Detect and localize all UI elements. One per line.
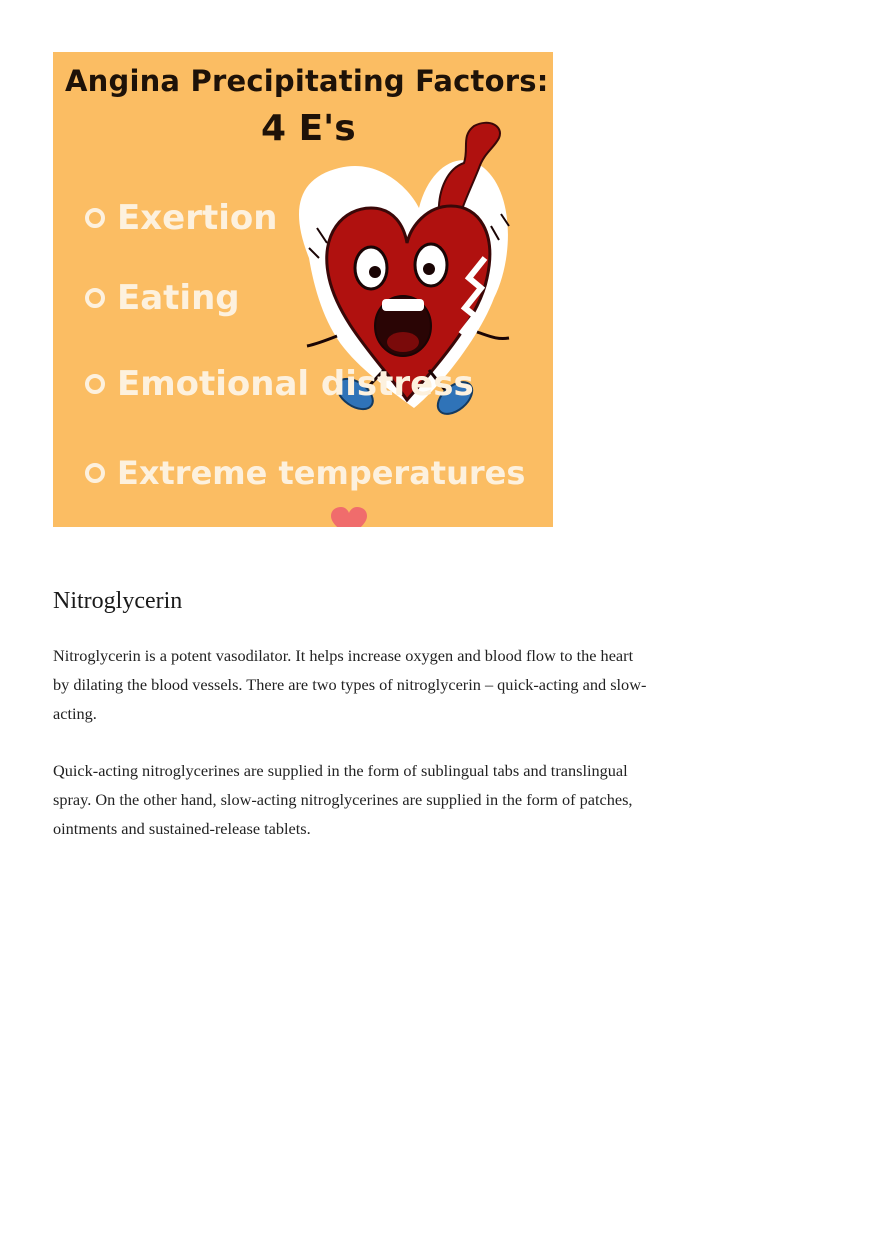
- angina-factors-image: [53, 52, 553, 527]
- paragraph: Nitroglycerin is a potent vasodilator. It helps increase oxygen and blood flow to the heart by dilating the blood vessels. There are two types of nitroglycerin – quick-acting and slow-acting.: [53, 646, 647, 723]
- factor-label: Extreme temperatures: [117, 454, 526, 492]
- factor-label: Emotional distress: [117, 364, 474, 404]
- circle-bullet-icon: [85, 374, 105, 394]
- section-heading: Nitroglycerin: [53, 588, 183, 614]
- circle-bullet-icon: [85, 208, 105, 228]
- left-pupil: [369, 266, 381, 278]
- list-item: [85, 198, 277, 238]
- right-arm: [477, 332, 509, 339]
- tongue: [387, 332, 419, 352]
- small-heart-icon: [329, 507, 369, 527]
- list-item: [85, 364, 474, 404]
- circle-bullet-icon: [85, 288, 105, 308]
- list-item: [85, 278, 240, 318]
- figure-subtitle: 4 E's: [261, 108, 356, 149]
- figure-title: Angina Precipitating Factors:: [65, 64, 549, 98]
- circle-bullet-icon: [85, 463, 105, 483]
- list-item: [85, 454, 525, 492]
- teeth: [382, 299, 424, 311]
- left-arm: [307, 336, 337, 346]
- paragraph: Quick-acting nitroglycerines are supplied in the form of sublingual tabs and translingual spray. On the other hand, slow-acting nitroglycerines are supplied in the form of patches, ointments and sustained-release tablets.: [53, 761, 633, 838]
- factor-label: Exertion: [117, 198, 278, 238]
- factor-label: Eating: [117, 278, 240, 318]
- right-pupil: [423, 263, 435, 275]
